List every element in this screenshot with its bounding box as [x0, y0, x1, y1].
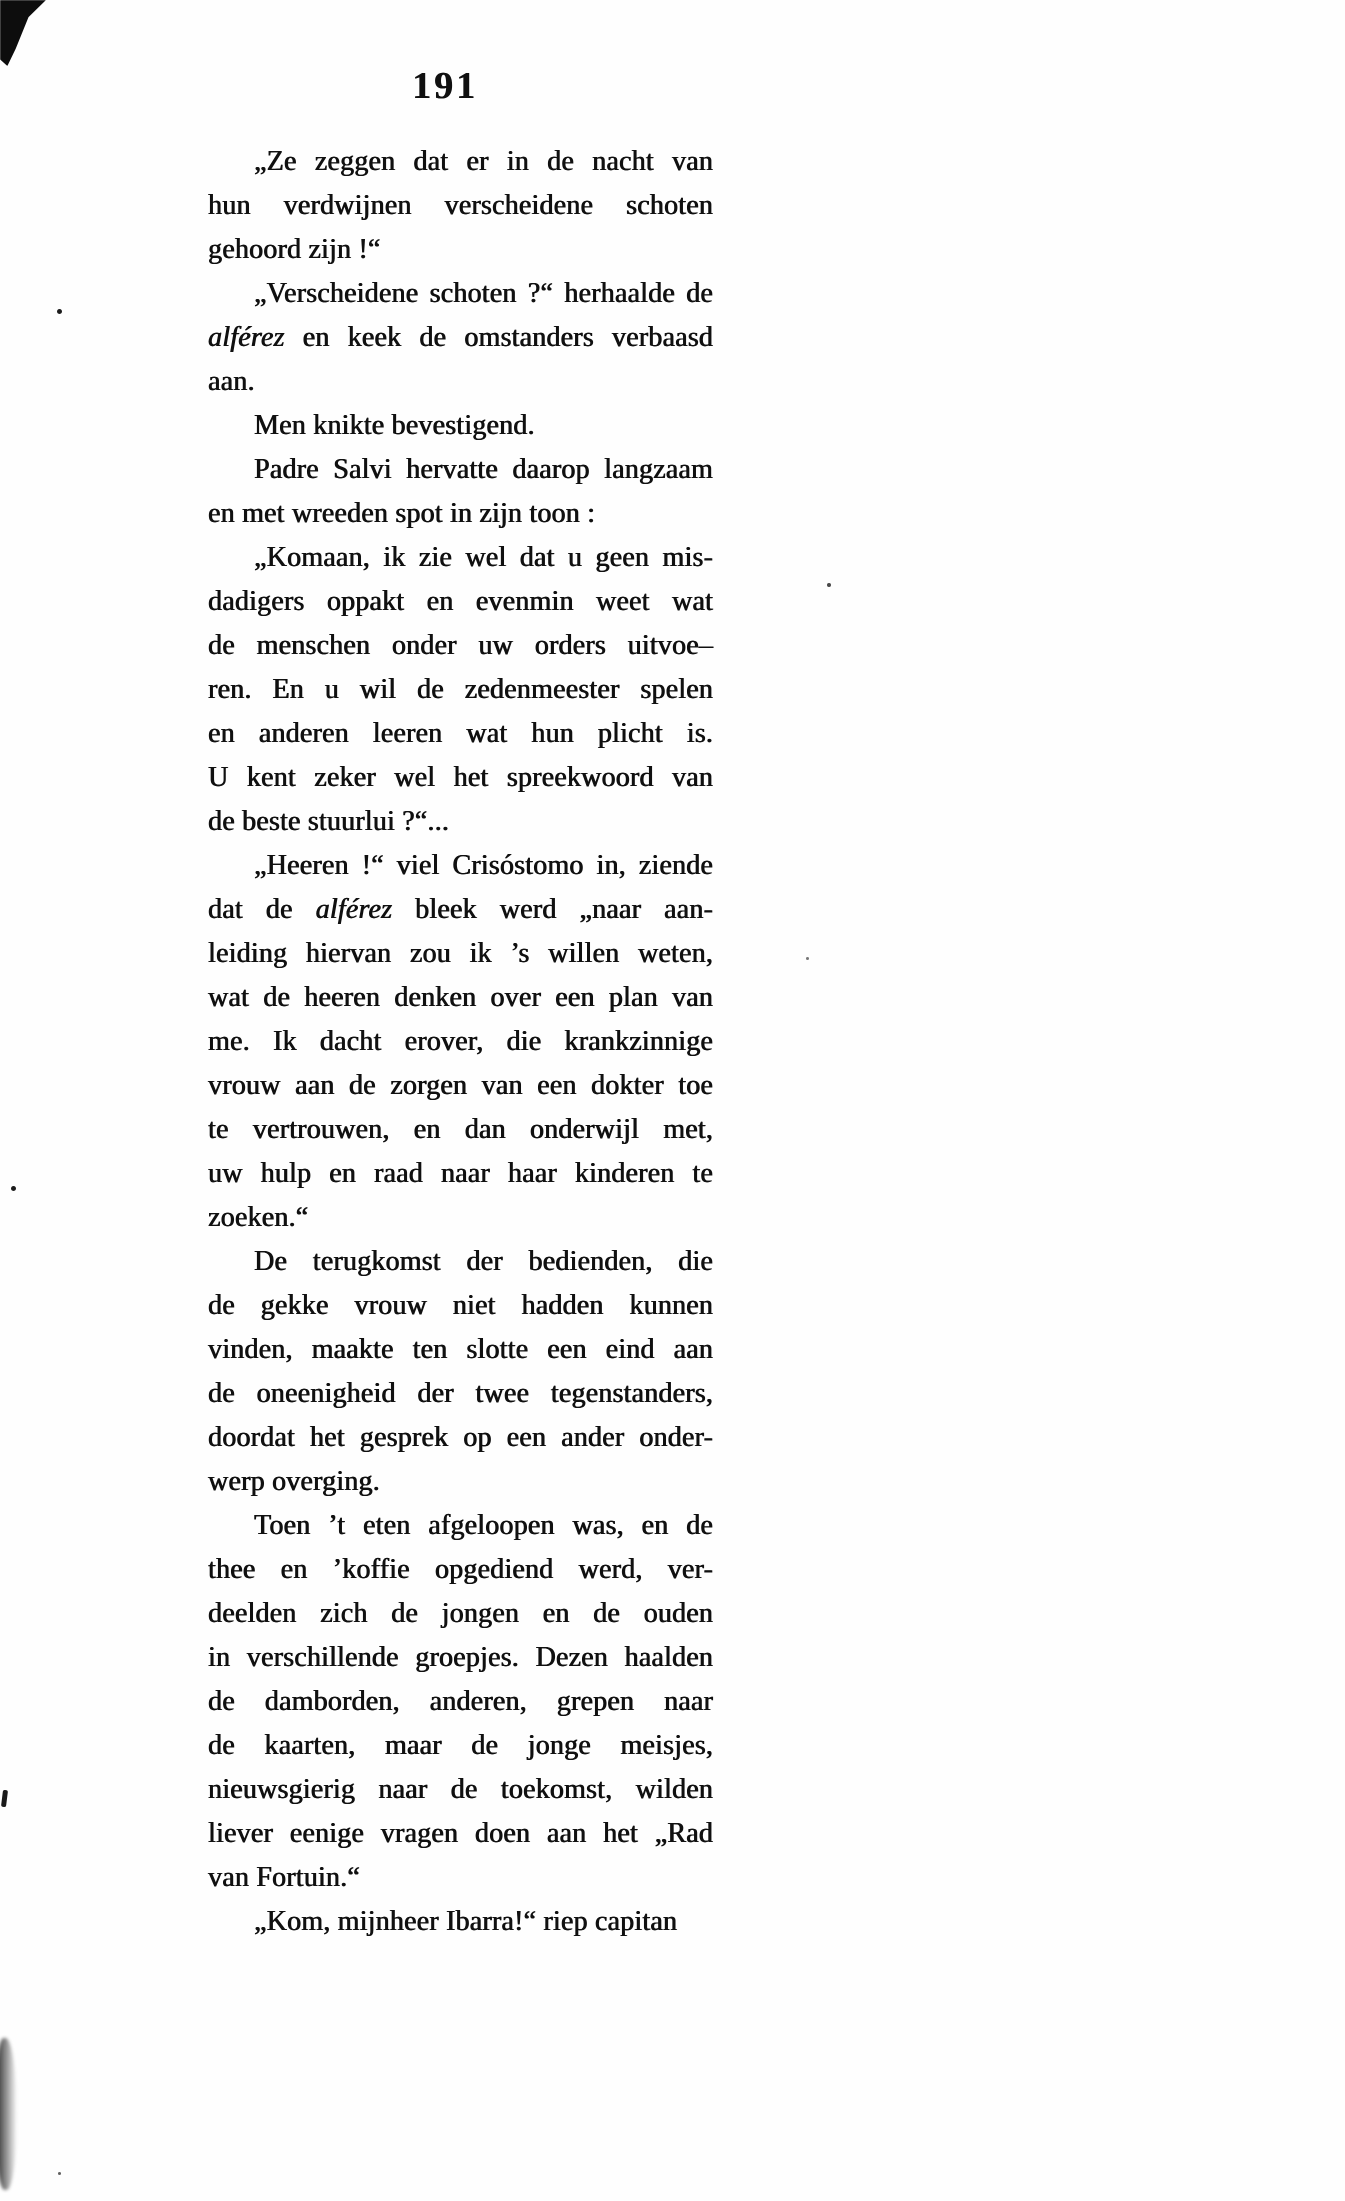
text-block [208, 140, 713, 1944]
ink-smudge-bottom-left [0, 2038, 17, 2190]
text-line: deelden zich de jongen en de ouden [208, 1598, 713, 1629]
text-line: uw hulp en raad naar haar kinderen te [208, 1158, 713, 1189]
text-line: vrouw aan de zorgen van een dokter toe [208, 1070, 713, 1101]
text-line: me. Ik dacht erover, die krankzinnige [208, 1026, 713, 1057]
text-line: doordat het gesprek op een ander onder- [208, 1422, 713, 1453]
text-line: U kent zeker wel het spreekwoord van [208, 762, 713, 793]
text-line: gehoord zijn !“ [208, 234, 381, 265]
text-line: de menschen onder uw orders uitvoe– [208, 630, 713, 661]
text-line: thee en ’koffie opgediend werd, ver- [208, 1554, 713, 1585]
text-line: Men knikte bevestigend. [254, 410, 535, 441]
text-line: de oneenigheid der twee tegenstanders, [208, 1378, 713, 1409]
text-line: De terugkomst der bedienden, die [254, 1246, 713, 1277]
text-line: Toen ’t eten afgeloopen was, en de [254, 1510, 713, 1541]
page-number: 191 [412, 65, 478, 107]
text-line: en anderen leeren wat hun plicht is. [208, 718, 713, 749]
text-line: dadigers oppakt en evenmin weet wat [208, 586, 713, 617]
text-line: vinden, maakte ten slotte een eind aan [208, 1334, 713, 1365]
text-line: „Komaan, ik zie wel dat u geen mis- [254, 542, 713, 573]
text-line: „Verscheidene schoten ?“ herhaalde de [254, 278, 713, 309]
text-line: Padre Salvi hervatte daarop langzaam [254, 454, 713, 485]
text-line: „Ze zeggen dat er in de nacht van [254, 146, 713, 177]
ink-speck [11, 1186, 16, 1191]
text-line: de kaarten, maar de jonge meisjes, [208, 1730, 713, 1761]
text-line: hun verdwijnen verscheidene schoten [208, 190, 713, 221]
text-line: de damborden, anderen, grepen naar [208, 1686, 713, 1717]
text-line: alférez en keek de omstanders verbaasd [208, 322, 713, 353]
ink-speck [57, 309, 62, 314]
ink-speck [806, 957, 809, 960]
text-line: nieuwsgierig naar de toekomst, wilden [208, 1774, 713, 1805]
text-line: van Fortuin.“ [208, 1862, 360, 1893]
text-line: zoeken.“ [208, 1202, 309, 1233]
text-line: wat de heeren denken over een plan van [208, 982, 713, 1013]
text-line: ren. En u wil de zedenmeester spelen [208, 674, 713, 705]
text-line: de gekke vrouw niet hadden kunnen [208, 1290, 713, 1321]
text-line: de beste stuurlui ?“... [208, 806, 449, 837]
text-line: in verschillende groepjes. Dezen haalden [208, 1642, 713, 1673]
text-line: werp overging. [208, 1466, 380, 1497]
text-line: „Kom, mijnheer Ibarra!“ riep capitan [254, 1906, 678, 1937]
text-line: „Heeren !“ viel Crisóstomo in, ziende [254, 850, 713, 881]
text-line: liever eenige vragen doen aan het „Rad [208, 1818, 713, 1849]
ink-smudge-top-left [0, 0, 46, 66]
text-line: en met wreeden spot in zijn toon : [208, 498, 596, 529]
ink-speck [827, 583, 831, 587]
text-line: leiding hiervan zou ik ’s willen weten, [208, 938, 713, 969]
text-line: aan. [208, 366, 255, 397]
text-line: dat de alférez bleek werd „naar aan- [208, 894, 713, 925]
text-line: te vertrouwen, en dan onderwijl met, [208, 1114, 713, 1145]
ink-speck [58, 2172, 61, 2175]
ink-tick-left-margin [1, 1790, 8, 1807]
